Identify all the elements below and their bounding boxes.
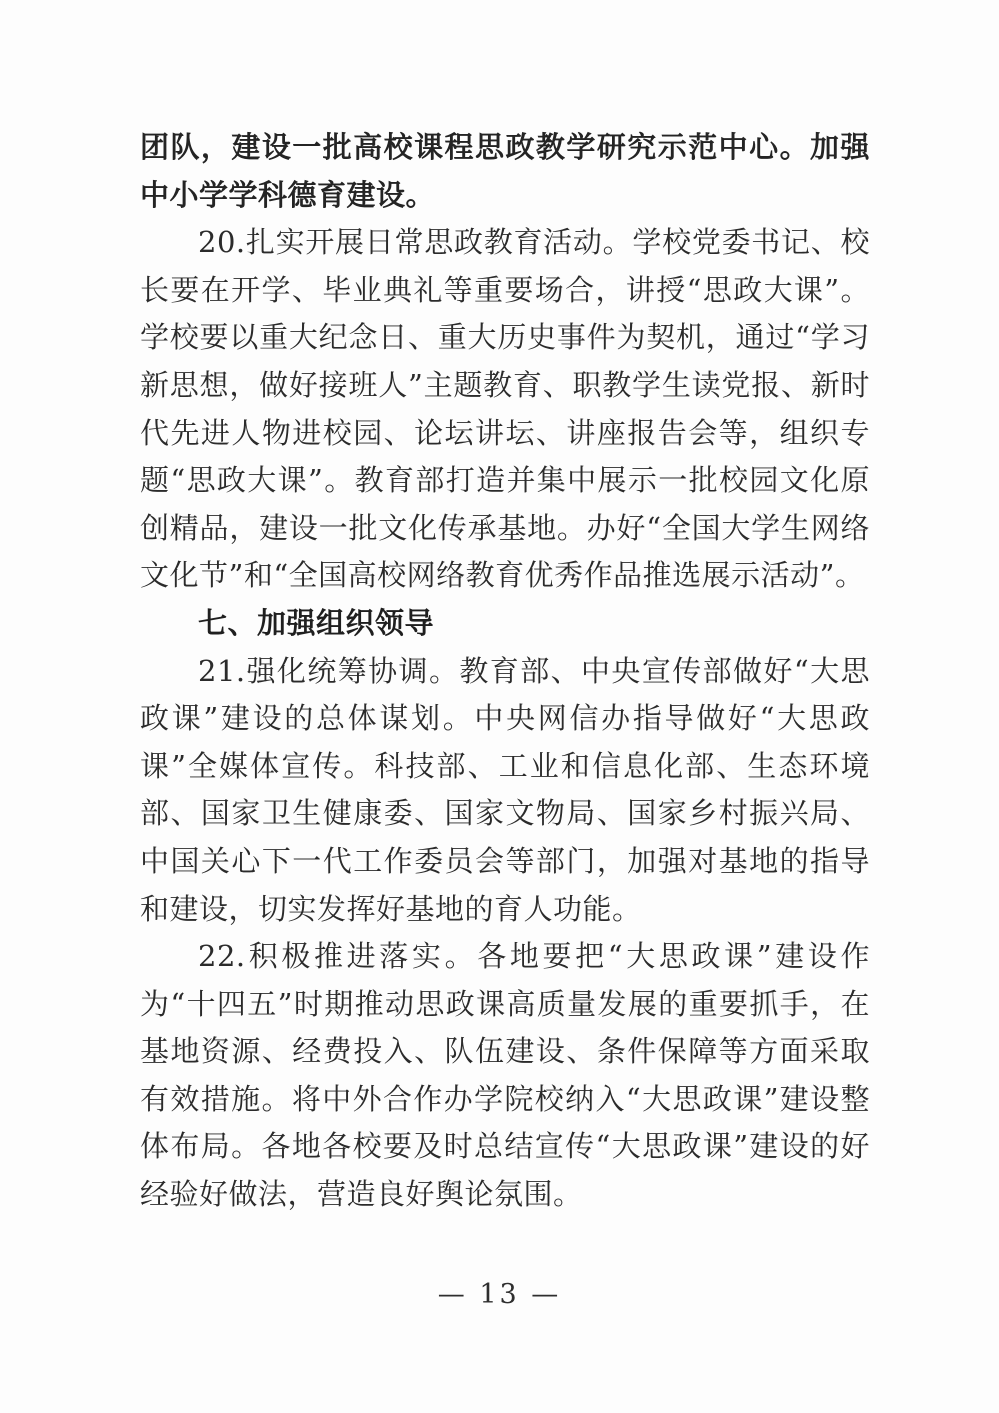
paragraph-continuation: 团队，建设一批高校课程思政教学研究示范中心。加强中小学学科德育建设。 [140, 130, 870, 212]
section-heading: 七、加强组织领导 [198, 605, 435, 640]
text-block [140, 124, 870, 1219]
paragraph-item-20: 20.扎实开展日常思政教育活动。学校党委书记、校长要在开学、毕业典礼等重要场合，讲授“思政大课”。学校要以重大纪念日、重大历史事件为契机，通过“学习新思想，做好接班人”主题教育、职教学生读党报、新时代先进人物进校园、论坛讲坛、讲座报告会等，组织专题“思政大课”。教育部打造并集中展示一批校园文化原创精品，建设一批文化传承基地。办好“全国大学生网络文化节”和“全国高校网络教育优秀作品推选展示活动”。 [140, 225, 870, 593]
page-number: — 13 — [437, 1279, 562, 1310]
paragraph-item-22: 22.积极推进落实。各地要把“大思政课”建设作为“十四五”时期推动思政课高质量发展的重要抓手，在基地资源、经费投入、队伍建设、条件保障等方面采取有效措施。将中外合作办学院校纳入“大思政课”建设整体布局。各地各校要及时总结宣传“大思政课”建设的好经验好做法，营造良好舆论氛围。 [140, 939, 870, 1212]
paragraph-item-21: 21.强化统筹协调。教育部、中央宣传部做好“大思政课”建设的总体谋划。中央网信办指导做好“大思政课”全媒体宣传。科技部、工业和信息化部、生态环境部、国家卫生健康委、国家文物局、国家乡村振兴局、中国关心下一代工作委员会等部门，加强对基地的指导和建设，切实发挥好基地的育人功能。 [140, 653, 870, 926]
